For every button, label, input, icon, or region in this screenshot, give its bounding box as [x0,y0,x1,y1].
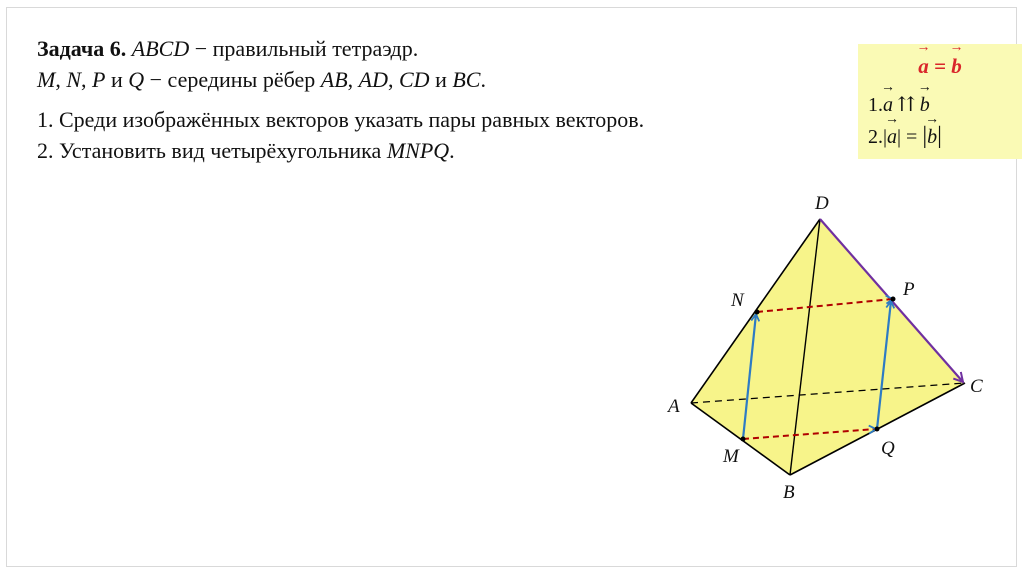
tetra-name: ABCD [131,36,190,61]
abs-bar: | [937,123,942,149]
sep: , [347,67,359,92]
midpoints-text: − середины рёбер [144,67,321,92]
item-1: 1. Среди изображённых векторов указать пары равных векторов. [37,107,645,132]
sep: , [55,67,67,92]
edge-cd: CD [399,67,430,92]
sep: и [105,67,129,92]
tetra-desc: правильный тетраэдр. [212,36,419,61]
label-q: Q [881,438,895,459]
point-q: Q [128,67,145,92]
vector-b: → b [920,94,930,117]
item-2-var: MNPQ [386,138,450,163]
item-2-suffix: . [449,138,455,163]
point-p-dot [891,297,896,302]
rule-num: 1. [868,94,883,116]
sep: . [480,67,486,92]
abs-bar: | [922,123,928,149]
edge-ad: AD [358,67,388,92]
tetrahedron-face [691,219,965,475]
vector-a: → a [887,126,897,149]
vector-a: → a [918,54,929,79]
label-a: A [668,396,680,417]
point-n: N [66,67,82,92]
rule-num: 2. [868,126,883,148]
label-b: B [783,482,795,503]
codirected-symbol: ⇈ [893,94,920,116]
label-m: M [723,446,739,467]
point-m: M [37,67,56,92]
point-p: P [92,67,106,92]
label-p: P [903,279,915,300]
vector-b: → b [951,54,962,79]
item-2-prefix: 2. Установить вид четырёхугольника [37,138,387,163]
abs-bar: | [897,126,902,148]
edge-ab: AB [320,67,348,92]
label-c: C [970,376,983,397]
point-m-dot [741,437,746,442]
vector-b: → b [927,126,937,149]
label-n: N [731,290,744,311]
rule-equals: = [901,126,923,148]
edge-bc: BC [452,67,481,92]
point-n-dot [755,310,760,315]
dash: − [189,36,213,61]
label-d: D [815,193,829,214]
abs-bar: | [883,126,888,148]
task-heading: Задача 6. [37,36,127,61]
sep: , [81,67,93,92]
point-q-dot [875,427,880,432]
sep: и [429,67,453,92]
sep: , [388,67,399,92]
rule-equals: = [928,54,952,78]
vector-a: → a [883,94,893,117]
